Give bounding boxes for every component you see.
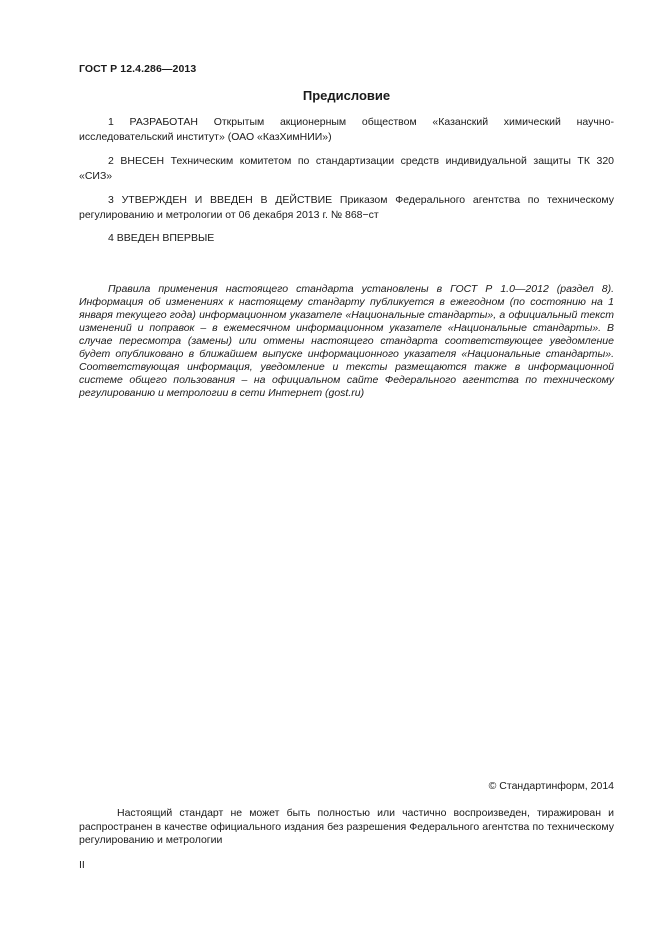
standard-code: ГОСТ Р 12.4.286—2013 <box>79 63 197 75</box>
paragraph-introduced-by: 2 ВНЕСЕН Техническим комитетом по стандартизации средств индивидуальной защиты ТК 320 «СИЗ» <box>79 155 614 182</box>
paragraph-developed-by: 1 РАЗРАБОТАН Открытым акционерным обществом «Казанский химический научно-исследовательский институт» (ОАО «КазХимНИИ») <box>79 116 614 143</box>
legal-notice: Настоящий стандарт не может быть полностью или частично воспроизведен, тиражирован и распространен в качестве официального издания без разрешения Федерального агентства по техническому регулированию и метрологии <box>79 807 614 846</box>
application-rules-notice: Правила применения настоящего стандарта установлены в ГОСТ Р 1.0—2012 (раздел 8). Информация об изменениях к настоящему стандарту публикуется в ежегодном (по состоянию на 1 января текущего года) информационном указателе «Национальные стандарты», а официальный текст изменений и поправок – в ежемесячном информационном указателе «Национальные стандарты». В случае пересмотра (замены) или отмены настоящего стандарта соответствующее уведомление будет опубликовано в ближайшем выпуске информационного указателя «Национальные стандарты». Соответствующая информация, уведомление и тексты размещаются также в информационной системе общего пользования – на официальном сайте Федерального агентства по техническому регулированию и метрологии в сети Интернет (gost.ru) <box>79 283 614 399</box>
paragraph-approved: 3 УТВЕРЖДЕН И ВВЕДЕН В ДЕЙСТВИЕ Приказом Федерального агентства по техническому регулированию и метрологии от 06 декабря 2013 г. № 868−ст <box>79 194 614 221</box>
page-number: II <box>79 859 85 871</box>
copyright: © Стандартинформ, 2014 <box>488 780 614 792</box>
page-title: Предисловие <box>302 88 391 103</box>
paragraph-first-introduced: 4 ВВЕДЕН ВПЕРВЫЕ <box>108 232 215 244</box>
